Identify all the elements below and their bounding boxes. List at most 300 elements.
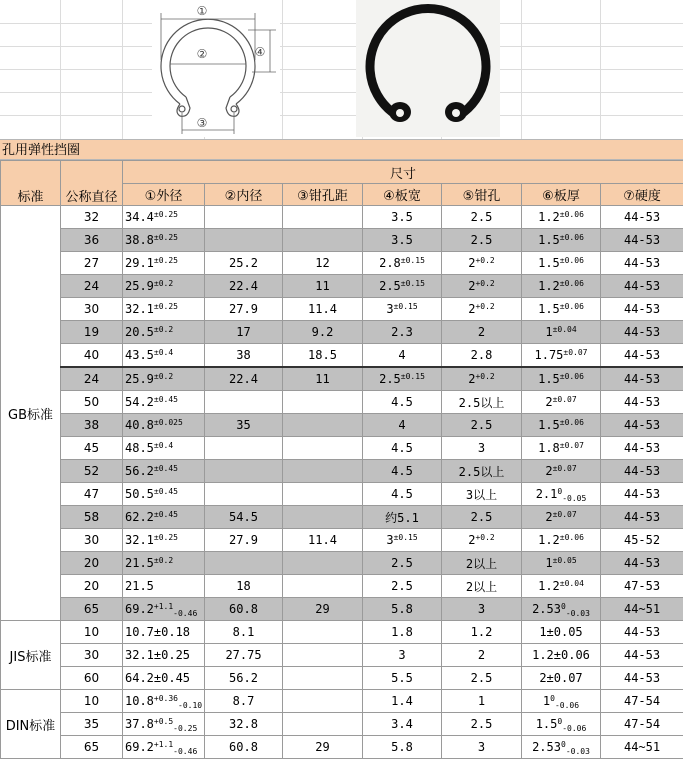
plate-thickness-cell (522, 437, 601, 460)
hardness-cell: 44-53 (601, 344, 683, 368)
plier-hole-cell-value: 3以上 (465, 487, 498, 502)
plier-hole-distance-cell: 12 (283, 252, 363, 275)
plate-width-cell (363, 621, 442, 644)
outer-diameter-cell (123, 275, 205, 298)
outer-diameter-cell (123, 298, 205, 321)
inner-diameter-cell (205, 483, 283, 506)
plier-hole-cell-value: 2以上 (465, 556, 498, 571)
spec-table-body (1, 206, 683, 759)
plate-width-cell-value: 2.8 (379, 256, 401, 270)
plate-width-cell-value: 4.5 (391, 464, 413, 478)
inner-diameter-cell: 54.5 (205, 506, 283, 529)
plate-thickness-cell-tolerance-lower: -0.06 (554, 701, 580, 710)
plier-hole-cell (442, 344, 522, 368)
outer-diameter-cell (123, 321, 205, 344)
table-row (1, 229, 683, 252)
plate-thickness-cell-tolerance-upper: ±0.06 (559, 302, 584, 311)
plate-width-cell (363, 575, 442, 598)
retaining-ring-diagram (152, 0, 280, 137)
plate-thickness-cell-tolerance-upper: ±0.06 (559, 233, 584, 242)
nominal-diameter-cell: 36 (61, 229, 123, 252)
inner-diameter-cell: 17 (205, 321, 283, 344)
diagram-label-4: ④ (254, 45, 266, 59)
outer-diameter-cell-tolerance-upper: +1.1 (153, 740, 174, 749)
plier-hole-cell (442, 552, 522, 575)
plier-hole-distance-cell: 11 (283, 367, 363, 391)
table-row (1, 437, 683, 460)
plier-hole-distance-cell (283, 506, 363, 529)
plate-thickness-cell-tolerance-upper: ±0.06 (559, 533, 584, 542)
outer-diameter-cell (123, 575, 205, 598)
outer-diameter-cell (123, 367, 205, 391)
standard-cell: DIN标准 (1, 690, 61, 759)
plate-width-cell (363, 275, 442, 298)
plate-thickness-cell-value: 1.2±0.06 (532, 648, 590, 662)
hardness-cell: 44-53 (601, 506, 683, 529)
nominal-diameter-cell: 10 (61, 621, 123, 644)
inner-diameter-cell (205, 460, 283, 483)
plier-hole-distance-cell: 29 (283, 598, 363, 621)
hardness-cell: 44-53 (601, 460, 683, 483)
outer-diameter-cell (123, 460, 205, 483)
inner-diameter-cell: 25.2 (205, 252, 283, 275)
plate-width-cell-value: 3 (398, 648, 406, 662)
plate-width-cell-value: 约5.1 (385, 510, 419, 525)
nominal-diameter-cell: 24 (61, 275, 123, 298)
plier-hole-distance-cell (283, 713, 363, 736)
plate-width-cell-value: 3.5 (391, 210, 413, 224)
plate-thickness-cell (522, 552, 601, 575)
plier-hole-cell-value: 2.5 (470, 418, 493, 432)
plier-hole-cell-value: 2 (468, 533, 476, 547)
outer-diameter-cell (123, 713, 205, 736)
table-row (1, 321, 683, 344)
inner-diameter-cell: 8.1 (205, 621, 283, 644)
plate-thickness-cell-tolerance-upper: 0 (557, 487, 563, 496)
plier-hole-distance-cell (283, 483, 363, 506)
table-row (1, 621, 683, 644)
plate-thickness-cell-tolerance-upper: ±0.07 (552, 510, 577, 519)
inner-diameter-cell: 18 (205, 575, 283, 598)
hardness-cell: 47-54 (601, 690, 683, 713)
outer-diameter-cell (123, 736, 205, 759)
plate-thickness-cell (522, 483, 601, 506)
outer-diameter-cell-tolerance-lower: -0.25 (173, 724, 198, 733)
plate-thickness-cell-tolerance-lower: -0.06 (562, 724, 587, 733)
plate-width-cell-value: 3 (386, 302, 394, 316)
plate-thickness-cell (522, 621, 601, 644)
plate-thickness-cell-value: 1±0.05 (539, 625, 583, 639)
plate-thickness-cell-value: 1.5 (538, 372, 560, 386)
plier-hole-distance-cell: 9.2 (283, 321, 363, 344)
hardness-cell: 44-53 (601, 391, 683, 414)
header-plate-width: ④板宽 (363, 184, 442, 206)
plier-hole-cell (442, 460, 522, 483)
plier-hole-distance-cell (283, 414, 363, 437)
outer-diameter-cell (123, 644, 205, 667)
plier-hole-cell (442, 391, 522, 414)
outer-diameter-cell-value: 56.2 (125, 464, 154, 478)
plier-hole-distance-cell (283, 391, 363, 414)
plier-hole-cell (442, 483, 522, 506)
nominal-diameter-cell: 20 (61, 552, 123, 575)
table-row (1, 414, 683, 437)
plate-width-cell-value: 5.8 (391, 602, 413, 616)
plier-hole-cell (442, 644, 522, 667)
plier-hole-cell (442, 229, 522, 252)
nominal-diameter-cell: 50 (61, 391, 123, 414)
plate-thickness-cell-value: 1.5 (535, 717, 558, 731)
plate-thickness-cell-value: 2.53 (532, 740, 561, 754)
plate-thickness-cell (522, 367, 601, 391)
nominal-diameter-cell: 20 (61, 575, 123, 598)
outer-diameter-cell-value: 25.9 (125, 372, 154, 386)
plate-width-cell (363, 483, 442, 506)
hardness-cell: 44-53 (601, 621, 683, 644)
nominal-diameter-cell: 30 (61, 644, 123, 667)
outer-diameter-cell-value: 43.5 (125, 348, 154, 362)
plate-thickness-cell-value: 1 (545, 556, 553, 570)
inner-diameter-cell: 8.7 (205, 690, 283, 713)
plate-width-cell (363, 229, 442, 252)
outer-diameter-cell-value: 50.5 (125, 487, 154, 501)
plate-thickness-cell-value: 1.5 (538, 256, 560, 270)
nominal-diameter-cell: 19 (61, 321, 123, 344)
outer-diameter-cell-value: 32.1 (125, 302, 154, 316)
plate-thickness-cell-tolerance-upper: ±0.04 (559, 579, 584, 588)
plier-hole-distance-cell (283, 552, 363, 575)
plate-thickness-cell (522, 529, 601, 552)
inner-diameter-cell (205, 437, 283, 460)
plier-hole-cell (442, 437, 522, 460)
table-row (1, 506, 683, 529)
section-title: 孔用弹性挡圈 (0, 139, 683, 160)
nominal-diameter-cell: 30 (61, 298, 123, 321)
diagram-label-1: ① (196, 4, 208, 18)
inner-diameter-cell: 60.8 (205, 736, 283, 759)
plier-hole-cell-value: 2 (468, 279, 476, 293)
outer-diameter-cell-tolerance-upper: ±0.4 (153, 348, 174, 357)
inner-diameter-cell: 27.75 (205, 644, 283, 667)
nominal-diameter-cell: 45 (61, 437, 123, 460)
table-row (1, 252, 683, 275)
plier-hole-cell (442, 575, 522, 598)
plier-hole-cell (442, 321, 522, 344)
table-row (1, 598, 683, 621)
plate-width-cell-value: 4.5 (391, 395, 413, 409)
outer-diameter-cell-value: 25.9 (125, 279, 154, 293)
plier-hole-cell-value: 2 (468, 372, 476, 386)
plier-hole-distance-cell (283, 621, 363, 644)
plate-thickness-cell-tolerance-upper: ±0.06 (559, 418, 584, 427)
table-row (1, 667, 683, 690)
outer-diameter-cell-value: 10.7±0.18 (125, 625, 191, 639)
nominal-diameter-cell: 60 (61, 667, 123, 690)
plate-thickness-cell (522, 206, 601, 229)
plate-width-cell-tolerance-upper: ±0.15 (393, 533, 418, 542)
outer-diameter-cell-value: 38.8 (125, 233, 154, 247)
inner-diameter-cell: 27.9 (205, 529, 283, 552)
outer-diameter-cell-value: 21.5 (125, 579, 154, 593)
plier-hole-cell (442, 667, 522, 690)
outer-diameter-cell (123, 552, 205, 575)
nominal-diameter-cell: 32 (61, 206, 123, 229)
nominal-diameter-cell: 38 (61, 414, 123, 437)
outer-diameter-cell (123, 391, 205, 414)
header-nominal-diameter: 公称直径 (61, 161, 123, 206)
plate-width-cell-value: 4.5 (391, 441, 413, 455)
outer-diameter-cell-tolerance-upper: ±0.25 (153, 256, 178, 265)
inner-diameter-cell (205, 552, 283, 575)
hardness-cell: 44-53 (601, 644, 683, 667)
plate-width-cell-value: 3 (386, 533, 394, 547)
plate-thickness-cell-value: 1.5 (538, 418, 560, 432)
plate-width-cell (363, 552, 442, 575)
plate-thickness-cell-value: 2 (545, 395, 553, 409)
plier-hole-cell (442, 598, 522, 621)
outer-diameter-cell-value: 34.4 (125, 210, 154, 224)
plate-width-cell (363, 367, 442, 391)
plate-thickness-cell-tolerance-upper: ±0.06 (559, 279, 584, 288)
plate-width-cell (363, 460, 442, 483)
plier-hole-distance-cell (283, 229, 363, 252)
plate-thickness-cell-tolerance-upper: 0 (557, 717, 563, 726)
outer-diameter-cell-tolerance-lower: -0.46 (173, 747, 198, 756)
nominal-diameter-cell: 27 (61, 252, 123, 275)
table-row (1, 644, 683, 667)
plate-thickness-cell-value: 1.2 (538, 210, 560, 224)
nominal-diameter-cell: 35 (61, 713, 123, 736)
spreadsheet-grid (0, 0, 683, 139)
table-row (1, 713, 683, 736)
plier-hole-cell-value: 2 (477, 325, 486, 339)
plate-width-cell-value: 3.5 (391, 233, 413, 247)
table-row (1, 483, 683, 506)
plier-hole-distance-cell (283, 575, 363, 598)
outer-diameter-cell-tolerance-lower: -0.10 (178, 701, 203, 710)
plate-width-cell (363, 206, 442, 229)
plate-thickness-cell-tolerance-lower: -0.05 (562, 494, 587, 503)
outer-diameter-cell-tolerance-upper: ±0.25 (153, 233, 178, 242)
plate-thickness-cell (522, 713, 601, 736)
outer-diameter-cell-tolerance-upper: ±0.4 (153, 441, 174, 450)
outer-diameter-cell-value: 10.8 (125, 694, 154, 708)
outer-diameter-cell-tolerance-upper: ±0.45 (153, 510, 178, 519)
table-row (1, 298, 683, 321)
plate-width-cell (363, 391, 442, 414)
plier-hole-cell (442, 506, 522, 529)
plier-hole-cell-value: 2.5以上 (458, 395, 505, 410)
outer-diameter-cell-tolerance-upper: ±0.25 (153, 210, 178, 219)
plate-thickness-cell-tolerance-lower: -0.03 (565, 609, 590, 618)
plate-width-cell-value: 2.5 (379, 372, 401, 386)
plate-thickness-cell (522, 298, 601, 321)
plate-width-cell (363, 598, 442, 621)
hardness-cell: 44-53 (601, 552, 683, 575)
plate-thickness-cell-value: 1 (545, 325, 553, 339)
hardness-cell: 44-53 (601, 252, 683, 275)
inner-diameter-cell (205, 206, 283, 229)
header-plier-hole: ⑤钳孔 (442, 184, 522, 206)
plier-hole-cell-tolerance-upper: +0.2 (475, 256, 495, 265)
plate-thickness-cell (522, 736, 601, 759)
plate-thickness-cell-value: 2±0.07 (539, 671, 583, 685)
plier-hole-distance-cell: 11 (283, 275, 363, 298)
plate-width-cell (363, 529, 442, 552)
plate-thickness-cell-tolerance-upper: ±0.06 (559, 256, 584, 265)
plate-width-cell (363, 736, 442, 759)
plier-hole-distance-cell (283, 460, 363, 483)
outer-diameter-cell-value: 69.2 (125, 740, 154, 754)
top-image-area (0, 0, 683, 139)
plate-thickness-cell-tolerance-upper: ±0.07 (552, 395, 577, 404)
outer-diameter-cell-tolerance-upper: +1.1 (153, 602, 174, 611)
outer-diameter-cell-tolerance-upper: +0.5 (153, 717, 174, 726)
plate-width-cell-value: 4.5 (391, 487, 413, 501)
outer-diameter-cell-value: 21.5 (125, 556, 154, 570)
outer-diameter-cell (123, 621, 205, 644)
inner-diameter-cell: 38 (205, 344, 283, 368)
plate-width-cell-value: 4 (398, 348, 406, 362)
plier-hole-cell (442, 298, 522, 321)
plate-width-cell-value: 2.5 (379, 279, 401, 293)
table-row (1, 344, 683, 368)
outer-diameter-cell (123, 598, 205, 621)
hardness-cell: 47-54 (601, 713, 683, 736)
outer-diameter-cell-tolerance-upper: ±0.45 (153, 395, 178, 404)
hardness-cell: 44-53 (601, 321, 683, 344)
table-row (1, 552, 683, 575)
plier-hole-cell-value: 2.5 (470, 510, 493, 524)
plate-thickness-cell-value: 2 (545, 464, 553, 478)
standard-cell: GB标准 (1, 206, 61, 621)
plier-hole-cell (442, 690, 522, 713)
inner-diameter-cell: 27.9 (205, 298, 283, 321)
plate-thickness-cell (522, 598, 601, 621)
plate-thickness-cell-value: 2.1 (535, 487, 558, 501)
outer-diameter-cell (123, 206, 205, 229)
diagram-label-3: ③ (196, 116, 208, 130)
inner-diameter-cell: 35 (205, 414, 283, 437)
plate-width-cell (363, 414, 442, 437)
nominal-diameter-cell: 30 (61, 529, 123, 552)
hardness-cell: 44-53 (601, 229, 683, 252)
hardness-cell: 44-53 (601, 367, 683, 391)
nominal-diameter-cell: 65 (61, 736, 123, 759)
hardness-cell: 45-52 (601, 529, 683, 552)
hardness-cell: 44-53 (601, 437, 683, 460)
plate-width-cell-value: 2.5 (391, 556, 413, 570)
plier-hole-cell-value: 2.8 (470, 348, 493, 362)
outer-diameter-cell (123, 437, 205, 460)
plate-thickness-cell-value: 1.2 (538, 279, 560, 293)
plate-thickness-cell-value: 1.8 (538, 441, 560, 455)
outer-diameter-cell-value: 54.2 (125, 395, 154, 409)
plate-thickness-cell-tolerance-upper: 0 (550, 694, 555, 703)
plate-width-cell-value: 5.8 (391, 740, 413, 754)
plate-width-cell (363, 667, 442, 690)
plate-thickness-cell (522, 506, 601, 529)
plate-thickness-cell-tolerance-upper: ±0.04 (552, 325, 577, 334)
plate-width-cell (363, 321, 442, 344)
plate-thickness-cell (522, 321, 601, 344)
outer-diameter-cell-value: 62.2 (125, 510, 154, 524)
plate-width-cell-value: 5.5 (391, 671, 413, 685)
hardness-cell: 44-53 (601, 483, 683, 506)
hardness-cell: 44-53 (601, 298, 683, 321)
plier-hole-cell (442, 621, 522, 644)
plier-hole-cell (442, 275, 522, 298)
outer-diameter-cell (123, 506, 205, 529)
plate-thickness-cell-value: 1.5 (538, 302, 560, 316)
nominal-diameter-cell: 58 (61, 506, 123, 529)
plate-thickness-cell (522, 229, 601, 252)
plier-hole-cell-value: 2.5 (470, 671, 493, 685)
plate-thickness-cell-value: 1.2 (538, 533, 560, 547)
plate-thickness-cell (522, 667, 601, 690)
table-row (1, 575, 683, 598)
plate-thickness-cell (522, 575, 601, 598)
spec-table (0, 160, 683, 759)
plate-width-cell (363, 644, 442, 667)
plate-thickness-cell-tolerance-upper: ±0.06 (559, 372, 584, 381)
plate-width-cell-value: 1.4 (391, 694, 413, 708)
plate-width-cell-value: 1.8 (391, 625, 413, 639)
plate-thickness-cell-tolerance-upper: ±0.07 (559, 441, 584, 450)
plate-width-cell-tolerance-upper: ±0.15 (393, 302, 418, 311)
table-row (1, 529, 683, 552)
table-row (1, 690, 683, 713)
plier-hole-cell-value: 3 (477, 740, 486, 754)
standard-cell: JIS标准 (1, 621, 61, 690)
plier-hole-cell-tolerance-upper: +0.2 (475, 533, 495, 542)
plier-hole-distance-cell (283, 206, 363, 229)
plier-hole-cell-tolerance-upper: +0.2 (475, 302, 495, 311)
outer-diameter-cell-tolerance-upper: ±0.2 (153, 556, 174, 565)
table-row (1, 460, 683, 483)
outer-diameter-cell-value: 29.1 (125, 256, 154, 270)
plate-thickness-cell-value: 2 (545, 510, 553, 524)
outer-diameter-cell-value: 48.5 (125, 441, 154, 455)
plate-width-cell-tolerance-upper: ±0.15 (400, 279, 425, 288)
header-standard: 标准 (1, 161, 61, 206)
plier-hole-cell-value: 2.5 (470, 210, 493, 224)
plate-width-cell (363, 252, 442, 275)
plier-hole-cell (442, 367, 522, 391)
plier-hole-cell-tolerance-upper: +0.2 (475, 279, 495, 288)
outer-diameter-cell (123, 414, 205, 437)
plier-hole-distance-cell: 11.4 (283, 529, 363, 552)
outer-diameter-cell-tolerance-upper: ±0.45 (153, 464, 178, 473)
nominal-diameter-cell: 10 (61, 690, 123, 713)
plate-width-cell-value: 2.5 (391, 579, 413, 593)
outer-diameter-cell-tolerance-upper: +0.36 (153, 694, 178, 703)
plate-thickness-cell (522, 690, 601, 713)
plier-hole-cell (442, 414, 522, 437)
hardness-cell: 44-53 (601, 667, 683, 690)
plate-width-cell (363, 690, 442, 713)
hardness-cell: 44-53 (601, 206, 683, 229)
header-plier-hole-distance: ③钳孔距 (283, 184, 363, 206)
hardness-cell: 44-53 (601, 275, 683, 298)
inner-diameter-cell: 32.8 (205, 713, 283, 736)
inner-diameter-cell: 60.8 (205, 598, 283, 621)
header-plate-thickness: ⑥板厚 (522, 184, 601, 206)
table-row (1, 367, 683, 391)
plier-hole-distance-cell (283, 644, 363, 667)
plate-thickness-cell (522, 414, 601, 437)
plier-hole-cell (442, 736, 522, 759)
